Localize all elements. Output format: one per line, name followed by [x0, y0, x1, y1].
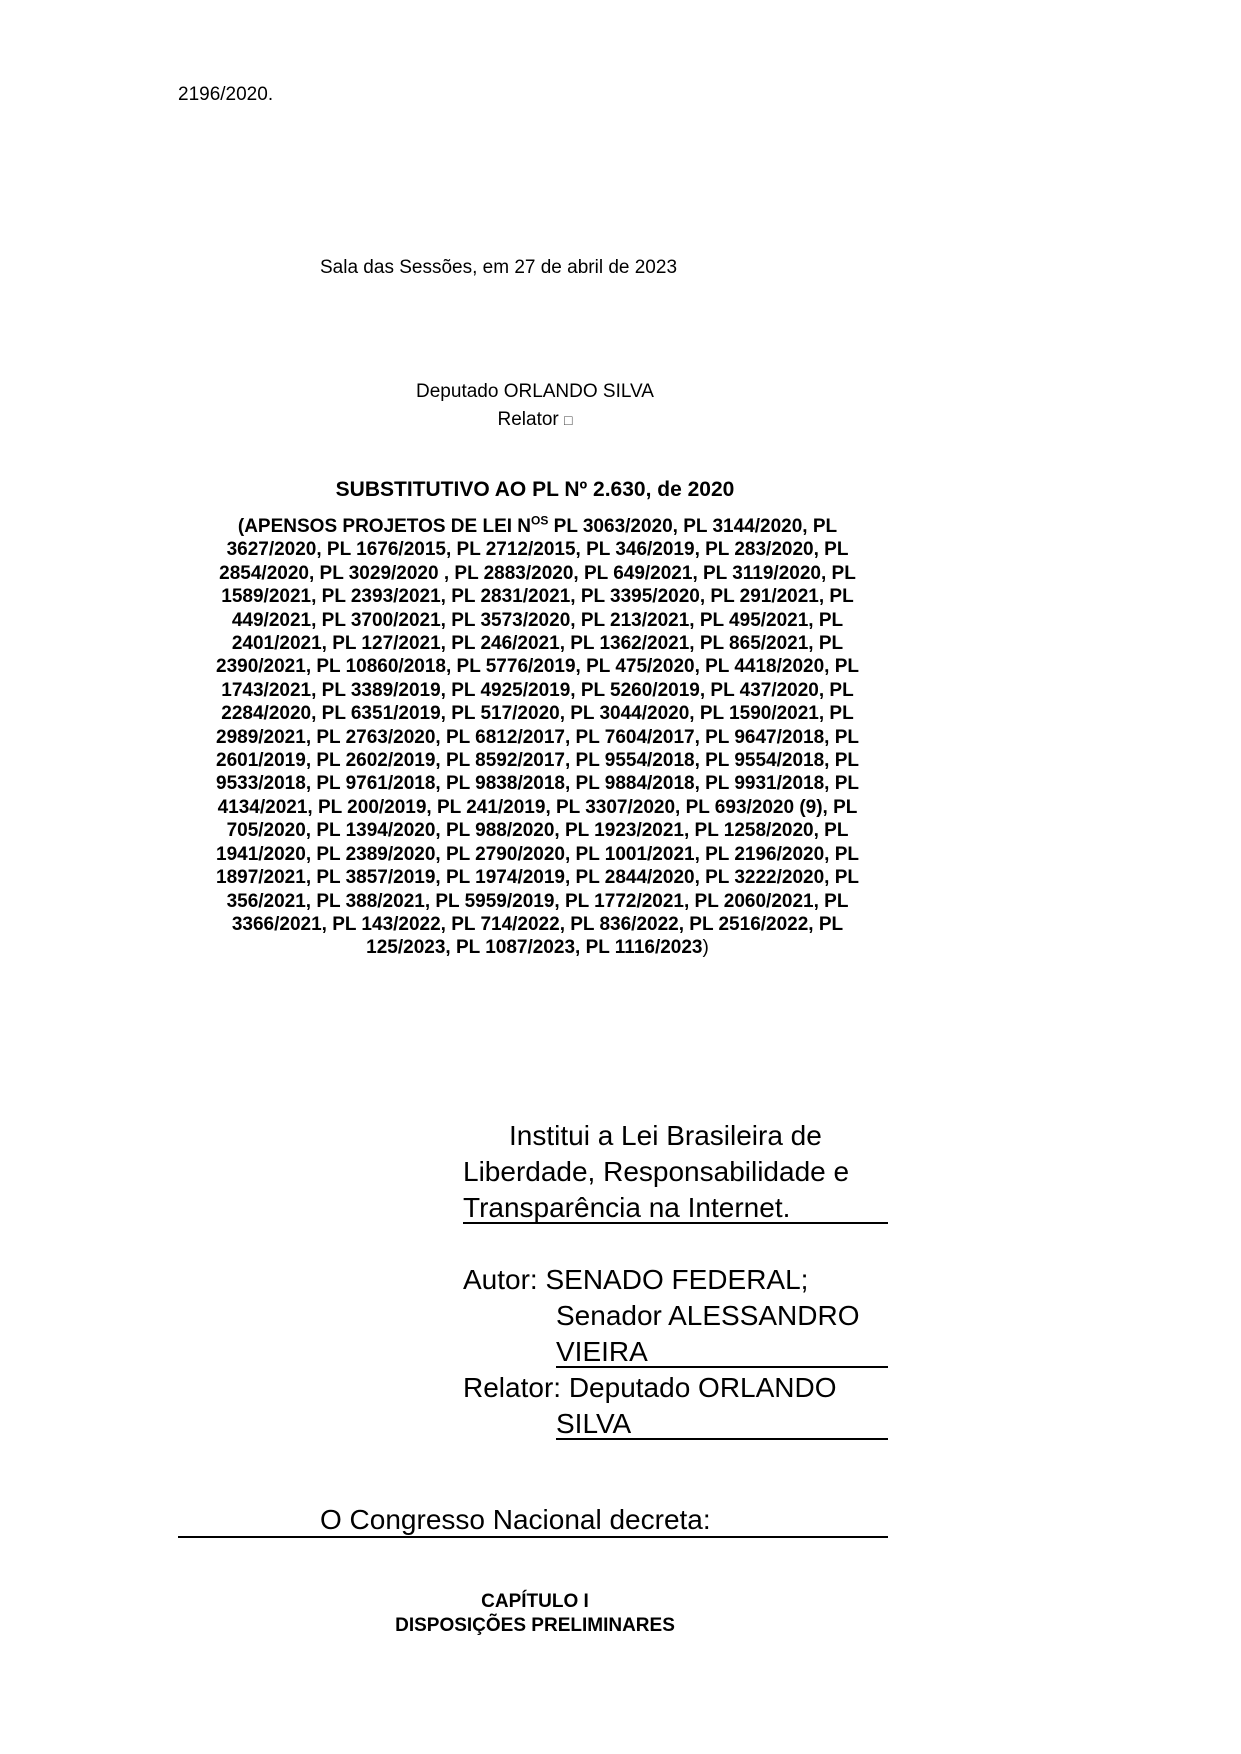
ementa-underline: [463, 1222, 888, 1224]
apensos-line: 1743/2021, PL 3389/2019, PL 4925/2019, PL 5260/2019, PL 437/2020, PL: [221, 679, 854, 701]
apensos-last-numbers: 125/2023, PL 1087/2023, PL 1116/2023: [366, 937, 703, 959]
apensos-line: 3627/2020, PL 1676/2015, PL 2712/2015, PL 346/2019, PL 283/2020, PL: [226, 539, 849, 561]
relator-block: [463, 1370, 893, 1442]
previous-page-fragment: 2196/2020.: [178, 84, 274, 105]
relator-line: SILVA: [556, 1408, 632, 1439]
apensos-line: 2390/2021, PL 10860/2018, PL 5776/2019, PL 475/2020, PL 4418/2020, PL: [216, 656, 859, 678]
autor-label: Autor:: [463, 1264, 538, 1295]
apensos-line: 705/2020, PL 1394/2020, PL 988/2020, PL 1923/2021, PL 1258/2020, PL: [226, 820, 849, 842]
signature-role: Relator: [497, 409, 559, 430]
ementa: [463, 1118, 883, 1226]
signature-role-line: [370, 408, 700, 432]
apensos-superscript: OS: [531, 513, 549, 528]
ementa-line: Transparência na Internet.: [463, 1192, 791, 1223]
autor-line: [463, 1262, 893, 1298]
apensos-line: 1941/2020, PL 2389/2020, PL 2790/2020, PL 1001/2021, PL 2196/2020, PL: [216, 843, 859, 865]
placeholder-box-icon: □: [564, 412, 573, 428]
document-title: SUBSTITUTIVO AO PL Nº 2.630, de 2020: [335, 478, 735, 501]
apensos-line: 9533/2018, PL 9761/2018, PL 9838/2018, PL 9884/2018, PL 9931/2018, PL: [216, 773, 859, 795]
enacting-underline: [178, 1536, 888, 1538]
apensos-line: 1897/2021, PL 3857/2019, PL 1974/2019, PL 2844/2020, PL 3222/2020, PL: [216, 867, 859, 889]
apensos-line: 2284/2020, PL 6351/2019, PL 517/2020, PL 3044/2020, PL 1590/2021, PL: [221, 703, 854, 725]
autor-value: SENADO FEDERAL;: [545, 1264, 809, 1295]
relator-label: Relator:: [463, 1372, 562, 1403]
ementa-line: Institui a Lei Brasileira de: [509, 1120, 822, 1151]
apensos-close-paren: ): [702, 937, 709, 959]
apensos-last-line: [185, 936, 890, 959]
ementa-line: Liberdade, Responsabilidade e: [463, 1156, 850, 1187]
session-date: Sala das Sessões, em 27 de abril de 2023: [320, 257, 678, 278]
apensos-line: 2401/2021, PL 127/2021, PL 246/2021, PL 1362/2021, PL 865/2021, PL: [231, 633, 844, 655]
autor-line: Senador ALESSANDRO: [556, 1300, 860, 1331]
apensos-list: [185, 515, 890, 960]
apensos-first-line: [185, 515, 890, 538]
apensos-line: 2601/2019, PL 2602/2019, PL 8592/2017, PL 9554/2018, PL 9554/2018, PL: [216, 750, 859, 772]
apensos-line: 2989/2021, PL 2763/2020, PL 6812/2017, PL 7604/2017, PL 9647/2018, PL: [216, 726, 859, 748]
chapter-number: CAPÍTULO I: [481, 1591, 589, 1612]
relator-line: [463, 1370, 893, 1406]
apensos-first-numbers: PL 3063/2020, PL 3144/2020, PL: [548, 516, 838, 537]
autor-line: VIEIRA: [556, 1336, 648, 1367]
relator-value: Deputado ORLANDO: [568, 1372, 837, 1403]
apensos-line: 356/2021, PL 388/2021, PL 5959/2019, PL 1772/2021, PL 2060/2021, PL: [226, 890, 849, 912]
signature-name: Deputado ORLANDO SILVA: [416, 381, 654, 402]
apensos-prefix: (APENSOS PROJETOS DE LEI N: [237, 516, 532, 537]
apensos-line: 1589/2021, PL 2393/2021, PL 2831/2021, PL 3395/2020, PL 291/2021, PL: [221, 586, 854, 608]
enacting-clause: O Congresso Nacional decreta:: [320, 1504, 711, 1535]
apensos-line: 449/2021, PL 3700/2021, PL 3573/2020, PL 213/2021, PL 495/2021, PL: [231, 609, 844, 631]
autor-block: [463, 1262, 893, 1370]
apensos-line: 2854/2020, PL 3029/2020 , PL 2883/2020, PL 649/2021, PL 3119/2020, PL: [219, 562, 856, 584]
autor-underline: [556, 1366, 888, 1368]
relator-underline: [556, 1438, 888, 1440]
apensos-line: 3366/2021, PL 143/2022, PL 714/2022, PL 836/2022, PL 2516/2022, PL: [231, 913, 844, 935]
apensos-line: 4134/2021, PL 200/2019, PL 241/2019, PL 3307/2020, PL 693/2020 (9), PL: [217, 796, 858, 818]
chapter-title: DISPOSIÇÕES PRELIMINARES: [395, 1615, 675, 1636]
